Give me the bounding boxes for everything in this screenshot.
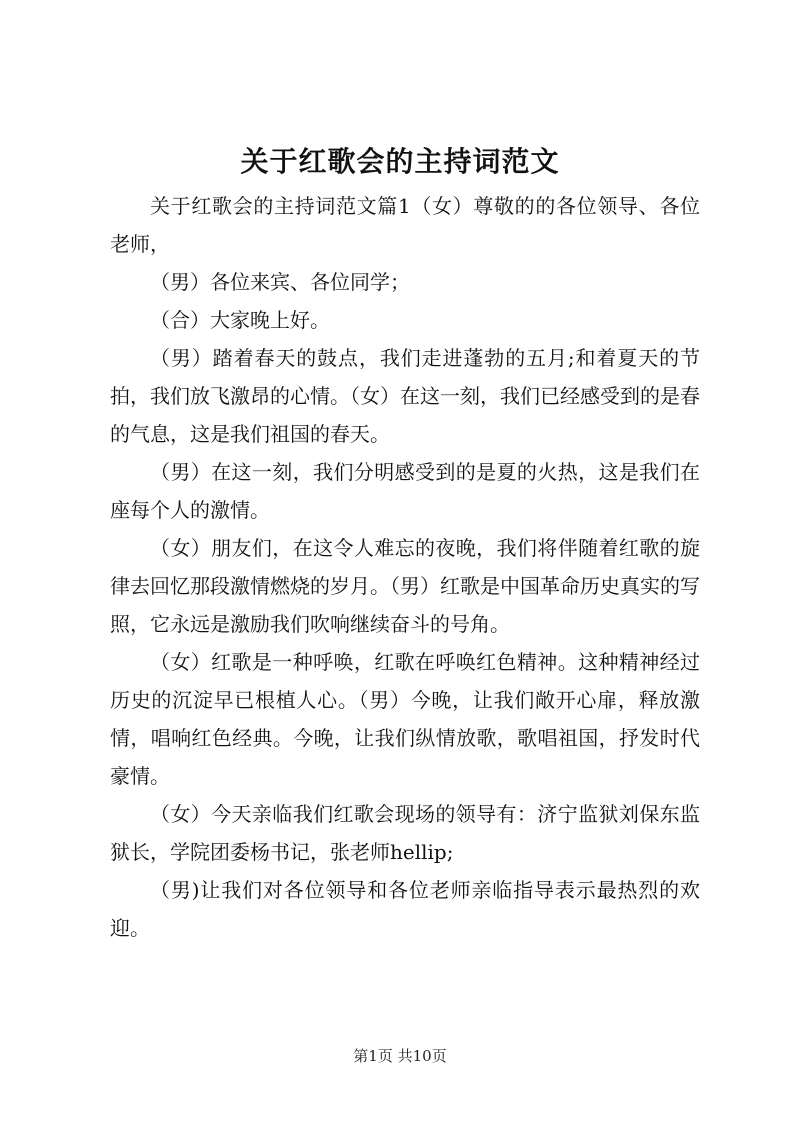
document-title: 关于红歌会的主持词范文 xyxy=(240,145,560,178)
paragraph: （女）今天亲临我们红歌会现场的领导有：济宁监狱刘保东监狱长，学院团委杨书记，张老师hellip; xyxy=(110,802,700,864)
paragraph: （女）红歌是一种呼唤，红歌在呼唤红色精神。这种精神经过历史的沉淀早已根植人心。（男）今晚，让我们敞开心扉，释放激情，唱响红色经典。今晚，让我们纵情放歌，歌唱祖国，抒发时代豪情。 xyxy=(110,650,700,788)
paragraph: （男）踏着春天的鼓点，我们走进蓬勃的五月;和着夏天的节拍，我们放飞激昂的心情。（女）在这一刻，我们已经感受到的是春的气息，这是我们祖国的春天。 xyxy=(110,346,700,446)
document-body xyxy=(110,187,700,947)
paragraph: （男）各位来宾、各位同学； xyxy=(150,270,410,294)
paragraph: 关于红歌会的主持词范文篇1（女）尊敬的的各位领导、各位老师， xyxy=(110,194,700,256)
paragraph: （女）朋友们，在这令人难忘的夜晚，我们将伴随着红歌的旋律去回忆那段激情燃烧的岁月。（男）红歌是中国革命历史真实的写照，它永远是激励我们吹响继续奋斗的号角。 xyxy=(110,536,700,636)
paragraph: （男）在这一刻，我们分明感受到的是夏的火热，这是我们在座每个人的激情。 xyxy=(110,460,700,522)
paragraph: （男)让我们对各位领导和各位老师亲临指导表示最热烈的欢迎。 xyxy=(110,878,700,940)
paragraph: （合）大家晚上好。 xyxy=(150,308,330,332)
page-number-footer: 第1页 共10页 xyxy=(353,1047,447,1065)
